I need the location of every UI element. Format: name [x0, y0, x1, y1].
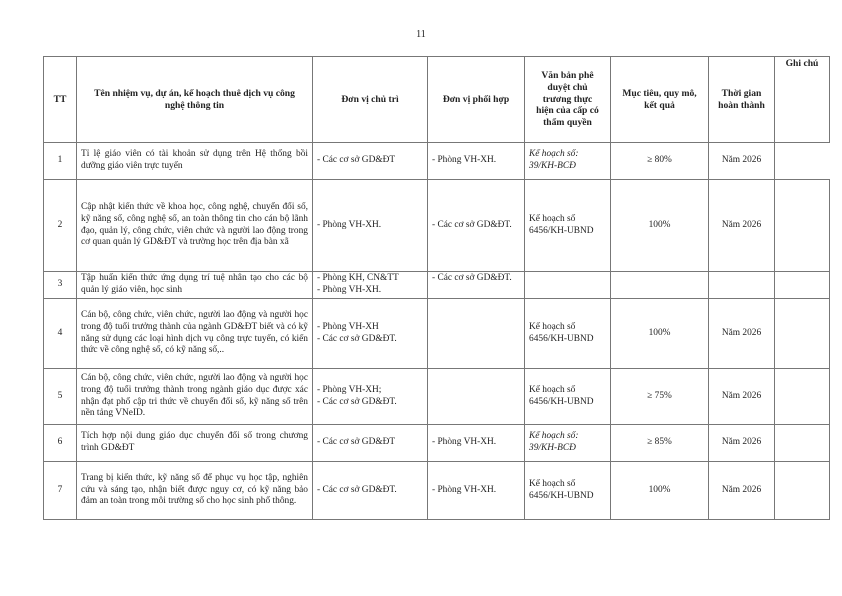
row-number: 1 — [44, 143, 77, 180]
task-name: Tỉ lệ giáo viên có tài khoản sử dụng trên Hệ thống bồi dưỡng giáo viên trực tuyến — [77, 143, 313, 180]
header-coordinating-unit: Đơn vị phối hợp — [428, 57, 525, 143]
lead-unit: - Các cơ sở GD&ĐT — [317, 437, 396, 448]
lead-unit-cell — [313, 299, 428, 369]
header-target: Mục tiêu, quy mô, kết quả — [611, 57, 709, 143]
table-row — [44, 369, 830, 425]
deadline: Năm 2026 — [709, 425, 775, 462]
coordinating-unit: - Các cơ sở GD&ĐT. — [432, 219, 512, 230]
coordinating-unit: - Phòng VH-XH. — [432, 484, 497, 495]
lead-unit: - Phòng KH, CN&TT — [317, 273, 399, 284]
approval-doc: Kế hoạch số 6456/KH-UBND — [525, 462, 611, 520]
coordinating-unit-cell — [428, 425, 525, 462]
note — [775, 425, 830, 462]
deadline: Năm 2026 — [709, 369, 775, 425]
target-value: 100% — [611, 299, 709, 369]
table-row — [44, 299, 830, 369]
page-number: 11 — [416, 29, 426, 40]
header-row — [44, 57, 830, 143]
lead-unit: - Các cơ sở GD&ĐT. — [317, 396, 397, 407]
row-number: 4 — [44, 299, 77, 369]
header-approval-doc: Văn bản phê duyệt chủ trương thực hiện của cấp có thẩm quyền — [525, 57, 611, 143]
task-name: Cập nhật kiến thức về khoa học, công nghệ, chuyển đổi số, kỹ năng số, công nghệ số, an toàn thông tin cho cán bộ lãnh đạo, quản lý, công chức, viên chức và người lao động trong cơ quan quản lý GD&ĐT và trường học trên địa bàn xã — [77, 180, 313, 272]
coordinating-unit-cell — [428, 143, 525, 180]
coordinating-unit: - Phòng VH-XH. — [432, 155, 497, 166]
target-value: ≥ 75% — [611, 369, 709, 425]
coordinating-unit: - Phòng VH-XH. — [432, 437, 497, 448]
lead-unit: - Các cơ sở GD&ĐT. — [317, 333, 397, 344]
lead-unit: - Phòng VH-XH. — [317, 219, 382, 230]
approval-doc: Kế hoạch số 6456/KH-UBND — [525, 369, 611, 425]
table-row — [44, 143, 830, 180]
note — [775, 272, 830, 299]
note — [775, 369, 830, 425]
task-name: Cán bộ, công chức, viên chức, người lao động và người học trong độ tuổi trưởng thành trong ngành giáo dục được xác nhận đạt phổ cập tri thức về chuyển đổi số, kỹ năng số trên nền tảng VNeID. — [77, 369, 313, 425]
lead-unit-cell — [313, 425, 428, 462]
coordinating-unit-cell — [428, 299, 525, 369]
target-value — [611, 272, 709, 299]
header-lead-unit: Đơn vị chủ trì — [313, 57, 428, 143]
table-row — [44, 180, 830, 272]
table-row — [44, 462, 830, 520]
note — [775, 299, 830, 369]
coordinating-unit: - Các cơ sở GD&ĐT. — [432, 273, 512, 283]
coordinating-unit-cell — [428, 272, 525, 299]
deadline: Năm 2026 — [709, 180, 775, 272]
header-task: Tên nhiệm vụ, dự án, kế hoạch thuê dịch vụ công nghệ thông tin — [77, 57, 313, 143]
row-number: 3 — [44, 272, 77, 299]
row-number: 2 — [44, 180, 77, 272]
task-table — [43, 56, 830, 520]
coordinating-unit-cell — [428, 369, 525, 425]
note — [775, 180, 830, 272]
approval-doc: Kế hoạch số: 39/KH-BCĐ — [525, 425, 611, 462]
table-row — [44, 425, 830, 462]
task-name: Tích hợp nội dung giáo dục chuyển đổi số trong chương trình GD&ĐT — [77, 425, 313, 462]
lead-unit: - Phòng VH-XH; — [317, 384, 382, 395]
deadline: Năm 2026 — [709, 462, 775, 520]
task-name: Trang bị kiến thức, kỹ năng số để phục vụ học tập, nghiên cứu và sáng tạo, nhận biết được nguy cơ, có kỹ năng bảo đảm an toàn trong môi trường số cho học sinh phổ thông. — [77, 462, 313, 520]
lead-unit-cell — [313, 143, 428, 180]
table-row — [44, 272, 830, 299]
approval-doc: Kế hoạch số 6456/KH-UBND — [525, 299, 611, 369]
target-value: 100% — [611, 462, 709, 520]
row-number: 7 — [44, 462, 77, 520]
lead-unit-cell — [313, 369, 428, 425]
target-value: 100% — [611, 180, 709, 272]
approval-doc: Kế hoạch số: 39/KH-BCĐ — [525, 143, 611, 180]
deadline: Năm 2026 — [709, 299, 775, 369]
task-name: Tập huấn kiến thức ứng dụng trí tuệ nhân tạo cho các bộ quản lý giáo viên, học sinh — [77, 272, 313, 299]
header-note: Ghi chú — [775, 57, 830, 143]
deadline — [709, 272, 775, 299]
approval-doc: Kế hoạch số 6456/KH-UBND — [525, 180, 611, 272]
lead-unit-cell — [313, 462, 428, 520]
coordinating-unit-cell — [428, 462, 525, 520]
approval-doc — [525, 272, 611, 299]
header-tt: TT — [44, 57, 77, 143]
note — [775, 462, 830, 520]
lead-unit-cell — [313, 180, 428, 272]
lead-unit: - Phòng VH-XH — [317, 321, 379, 332]
lead-unit: - Các cơ sở GD&ĐT — [317, 155, 396, 166]
task-name: Cán bộ, công chức, viên chức, người lao động và người học trong độ tuổi trưởng thành của ngành GD&ĐT biết và có kỹ năng sử dụng các loại hình dịch vụ công trực tuyến, có kiến thức về công nghệ số, có kỹ năng số,.. — [77, 299, 313, 369]
row-number: 5 — [44, 369, 77, 425]
lead-unit-cell — [313, 272, 428, 299]
deadline: Năm 2026 — [709, 143, 775, 180]
row-number: 6 — [44, 425, 77, 462]
header-deadline: Thời gian hoàn thành — [709, 57, 775, 143]
coordinating-unit-cell — [428, 180, 525, 272]
target-value: ≥ 85% — [611, 425, 709, 462]
lead-unit: - Phòng VH-XH. — [317, 285, 382, 295]
target-value: ≥ 80% — [611, 143, 709, 180]
lead-unit: - Các cơ sở GD&ĐT. — [317, 484, 397, 495]
